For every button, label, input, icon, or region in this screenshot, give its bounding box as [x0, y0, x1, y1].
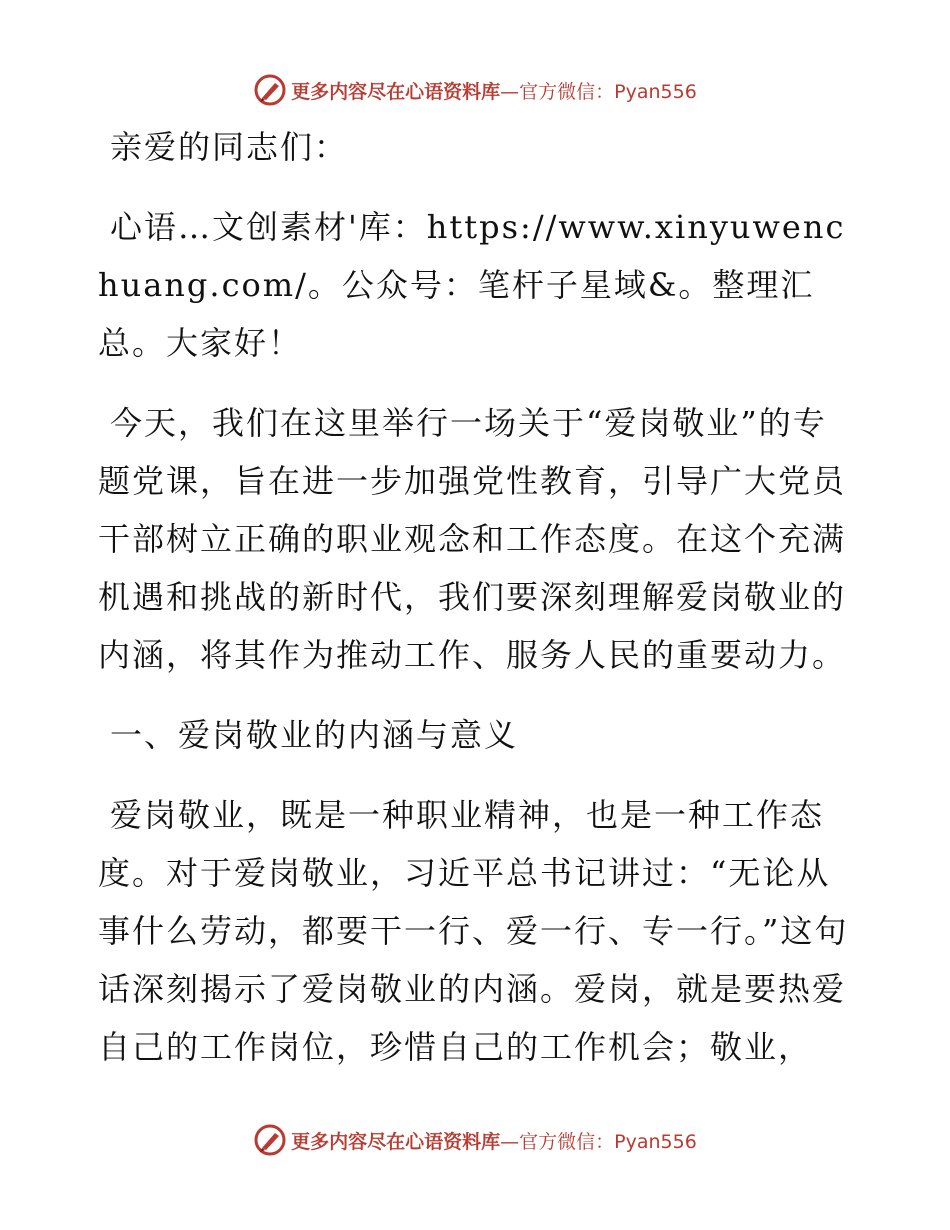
source-note-paragraph: 心语…文创素材'库：https://www.xinyuwenchuang.com/。公众号：笔杆子星域&。整理汇总。大家好！: [98, 208, 846, 362]
pen-logo-icon: [253, 73, 287, 107]
body-paragraph: 爱岗敬业，既是一种职业精神，也是一种工作态度。对于爱岗敬业，习近平总书记讲过：“无论从事什么劳动，都要干一行、爱一行、专一行。”这句话深刻揭示了爱岗敬业的内涵。爱岗，就是要热爱自己的工作岗位，珍惜自己的工作机会；敬业，: [98, 796, 849, 1066]
salutation: 亲爱的同志们：: [110, 128, 349, 166]
intro-paragraph: 今天，我们在这里举行一场关于“爱岗敬业”的专题党课，旨在进一步加强党性教育，引导广大党员干部树立正确的职业观念和工作态度。在这个充满机遇和挑战的新时代，我们要深刻理解爱岗敬业的内涵，将其作为推动工作、服务人民的重要动力。: [98, 404, 847, 674]
header-banner: [0, 72, 950, 108]
section-heading: 一、爱岗敬业的内涵与意义: [110, 716, 519, 754]
banner-text: 更多内容尽在心语资料库—官方微信：Pyan556: [291, 1130, 697, 1153]
banner-text: 更多内容尽在心语资料库—官方微信：Pyan556: [291, 80, 697, 103]
document-body: [98, 118, 858, 1098]
pen-logo-icon: [253, 1123, 287, 1157]
footer-banner: [0, 1122, 950, 1158]
